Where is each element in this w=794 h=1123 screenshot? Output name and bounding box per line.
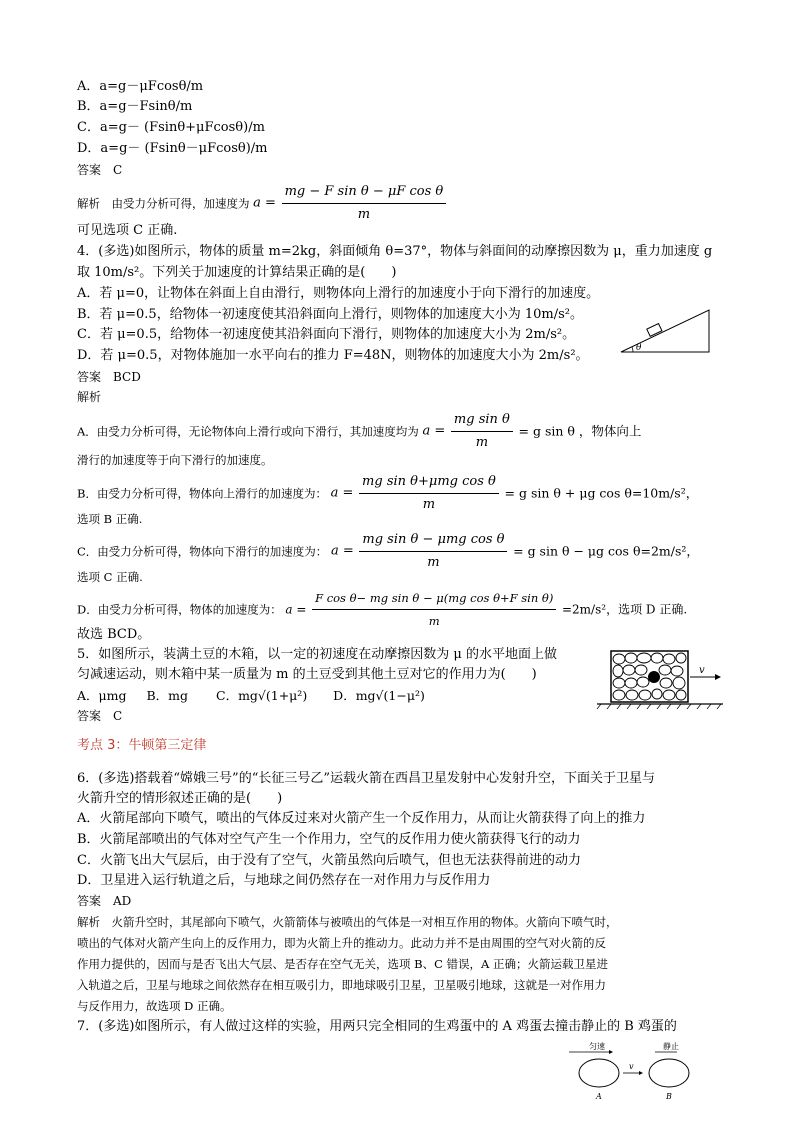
q6-analysis-line2: 喷出的气体对火箭产生向上的反作用力，即为火箭上升的推动力。此动力并不是由周围的空气对火箭的反 (77, 936, 606, 950)
q4-analysis-d (77, 588, 687, 631)
block-shape (647, 324, 662, 337)
q4-analysis-c (77, 530, 699, 573)
eggs-figure (565, 1040, 715, 1102)
q4-d-denominator: m (428, 614, 440, 628)
q4-d-rhs: =2m/s²，选项 D 正确. (561, 602, 688, 617)
q4-analysis-d-text: D．由受力分析可得，物体的加速度为： (77, 602, 282, 617)
egg-b-state-label: 静止 (663, 1042, 679, 1051)
section-heading: 考点 3：牛顿第三定律 (77, 738, 207, 753)
q6-answer: 答案 AD (77, 894, 132, 908)
q3-option-c: C．a=g－ (Fsinθ+μFcosθ)/m (77, 120, 265, 135)
q4-b-lhs: a = (330, 485, 354, 501)
q3-answer: 答案 C (77, 163, 123, 177)
q6-option-c: C．火箭飞出大气层后，由于没有了空气，火箭虽然向后喷气，但也无法获得前进的动力 (77, 853, 581, 868)
q4-c-lhs: a = (330, 543, 354, 559)
q4-d-lhs: a = (285, 602, 307, 617)
q4-a-rhs: = g sin θ ，物体向上 (518, 423, 642, 439)
q5-stem-line1: 5．如图所示，装满土豆的木箱，以一定的初速度在动摩擦因数为 μ 的水平地面上做 (77, 647, 557, 662)
q4-c-numerator: mg sin θ − μmg cos θ (359, 530, 507, 552)
q6-option-a: A．火箭尾部向下喷气，喷出的气体反过来对火箭产生一个反作用力，从而让火箭获得了向上的推力 (77, 811, 646, 826)
q3-conclusion: 可见选项 C 正确. (77, 223, 178, 238)
egg-velocity-label: v (629, 1062, 634, 1071)
q4-b-formula (359, 472, 499, 515)
q4-b-rhs: = g sin θ + μg cos θ=10m/s²， (504, 485, 699, 501)
q4-a-denominator: m (475, 435, 489, 450)
q4-answer: 答案 BCD (77, 370, 141, 384)
q4-analysis-title: 解析 (77, 390, 102, 404)
q4-b-numerator: mg sin θ+μmg cos θ (359, 472, 499, 494)
q4-c-formula (359, 530, 507, 573)
q3-analysis (77, 182, 448, 225)
q4-analysis-c-conclusion: 选项 C 正确. (77, 570, 143, 584)
q5-option-b: B．mg (146, 688, 189, 703)
egg-b-shape (649, 1059, 689, 1087)
q7-stem-line1: 7．(多选)如图所示，有人做过这样的实验，用两只完全相同的生鸡蛋中的 A 鸡蛋去撞击静止的 B 鸡蛋的 (77, 1019, 677, 1034)
q4-option-d: D．若 μ=0.5，对物体施加一水平向右的推力 F=48N，则物体的加速度大小为 2m/s²。 (77, 348, 589, 363)
q3-option-a: A．a=g－μFcosθ/m (77, 79, 204, 94)
q4-c-rhs: = g sin θ − μg cos θ=2m/s²， (513, 543, 699, 559)
q5-option-a: A．μmg (77, 688, 127, 703)
egg-a-label: A (596, 1092, 602, 1101)
q4-d-formula (312, 588, 556, 631)
q4-stem-line1: 4．(多选)如图所示，物体的质量 m=2kg，斜面倾角 θ=37°，物体与斜面间的动摩擦因数为 μ，重力加速度 g (77, 244, 713, 259)
egg-b-label: B (666, 1092, 672, 1101)
q6-analysis-line5: 与反作用力，故选项 D 正确。 (77, 999, 232, 1013)
q3-formula-denominator: m (357, 207, 371, 222)
q4-a-formula (451, 410, 513, 453)
egg-a-state-label: 匀速 (589, 1042, 605, 1051)
q5-option-c: C．mg√(1+μ²) (216, 688, 308, 703)
q3-option-d: D．a=g－ (Fsinθ－μFcosθ)/m (77, 141, 268, 156)
q4-stem-line2: 取 10m/s²。下列关于加速度的计算结果正确的是( ) (77, 265, 397, 280)
q6-stem-line1: 6．(多选)搭载着“嫦娥三号”的“长征三号乙”运载火箭在西昌卫星发射中心发射升空，下面关于卫星与 (77, 771, 655, 786)
incline-angle-label: θ (636, 343, 642, 353)
velocity-label: v (699, 665, 705, 676)
q4-analysis-a-text: A．由受力分析可得，无论物体向上滑行或向下滑行，其加速度均为 (77, 424, 419, 439)
q5-stem-line2: 匀减速运动，则木箱中某一质量为 m 的土豆受到其他土豆对它的作用力为( ) (77, 667, 537, 682)
q4-a-numerator: mg sin θ (451, 410, 513, 432)
q6-option-b: B．火箭尾部喷出的气体对空气产生一个作用力，空气的反作用力使火箭获得飞行的动力 (77, 832, 581, 847)
q3-option-b: B．a=g－Fsinθ/m (77, 99, 193, 114)
q4-analysis-a (77, 410, 641, 453)
q4-d-numerator: F cos θ− mg sin θ − μ(mg cos θ+F sin θ) (312, 588, 556, 610)
q4-option-b: B．若 μ=0.5，给物体一初速度使其沿斜面向上滑行，则物体的加速度大小为 10m/s²。 (77, 307, 583, 322)
q6-analysis-line4: 入轨道之后，卫星与地球之间依然存在相互吸引力，即地球吸引卫星，卫星吸引地球，这就是一对作用力 (77, 978, 606, 992)
q4-a-lhs: a = (422, 423, 446, 439)
q4-c-denominator: m (427, 555, 440, 570)
q6-stem-line2: 火箭升空的情形叙述正确的是( ) (77, 791, 283, 806)
q4-option-a: A．若 μ=0，让物体在斜面上自由滑行，则物体向上滑行的加速度小于向下滑行的加速度。 (77, 286, 600, 301)
q4-analysis-b-conclusion: 选项 B 正确. (77, 512, 143, 526)
q4-option-c: C．若 μ=0.5，给物体一初速度使其沿斜面向下滑行，则物体的加速度大小为 2m/s²。 (77, 327, 576, 342)
q3-formula-lhs: a = (253, 195, 276, 211)
q3-formula (282, 182, 447, 225)
q4-final: 故选 BCD。 (77, 627, 151, 642)
q6-analysis-line1: 解析 火箭升空时，其尾部向下喷气，火箭箭体与被喷出的气体是一对相互作用的物体。火箭向下喷气时， (77, 915, 618, 929)
incline-figure (617, 306, 729, 356)
q4-analysis-a-cont: 滑行的加速度等于向下滑行的加速度。 (77, 453, 273, 467)
q5-options (77, 687, 425, 705)
q6-option-d: D．卫星进入运行轨道之后，与地球之间仍然存在一对作用力与反作用力 (77, 873, 491, 888)
q4-analysis-c-text: C．由受力分析可得，物体向下滑行的加速度为： (77, 544, 328, 559)
q3-formula-numerator: mg − F sin θ − μF cos θ (282, 182, 447, 204)
q5-answer: 答案 C (77, 709, 123, 723)
q4-analysis-b (77, 472, 698, 515)
egg-a-shape (579, 1059, 619, 1087)
q5-option-d: D．mg√(1−μ²) (333, 688, 425, 703)
q6-analysis-line3: 作用力提供的，因而与是否飞出大气层、是否存在空气无关，选项 B、C 错误，A 正确；火箭运载卫星进 (77, 957, 609, 971)
q4-analysis-b-text: B．由受力分析可得，物体向上滑行的加速度为： (77, 486, 327, 501)
potato-box-figure (595, 648, 725, 712)
q3-analysis-prefix: 解析 由受力分析可得，加速度为 (77, 196, 250, 211)
q4-b-denominator: m (422, 497, 436, 512)
highlighted-potato-shape (648, 671, 660, 683)
